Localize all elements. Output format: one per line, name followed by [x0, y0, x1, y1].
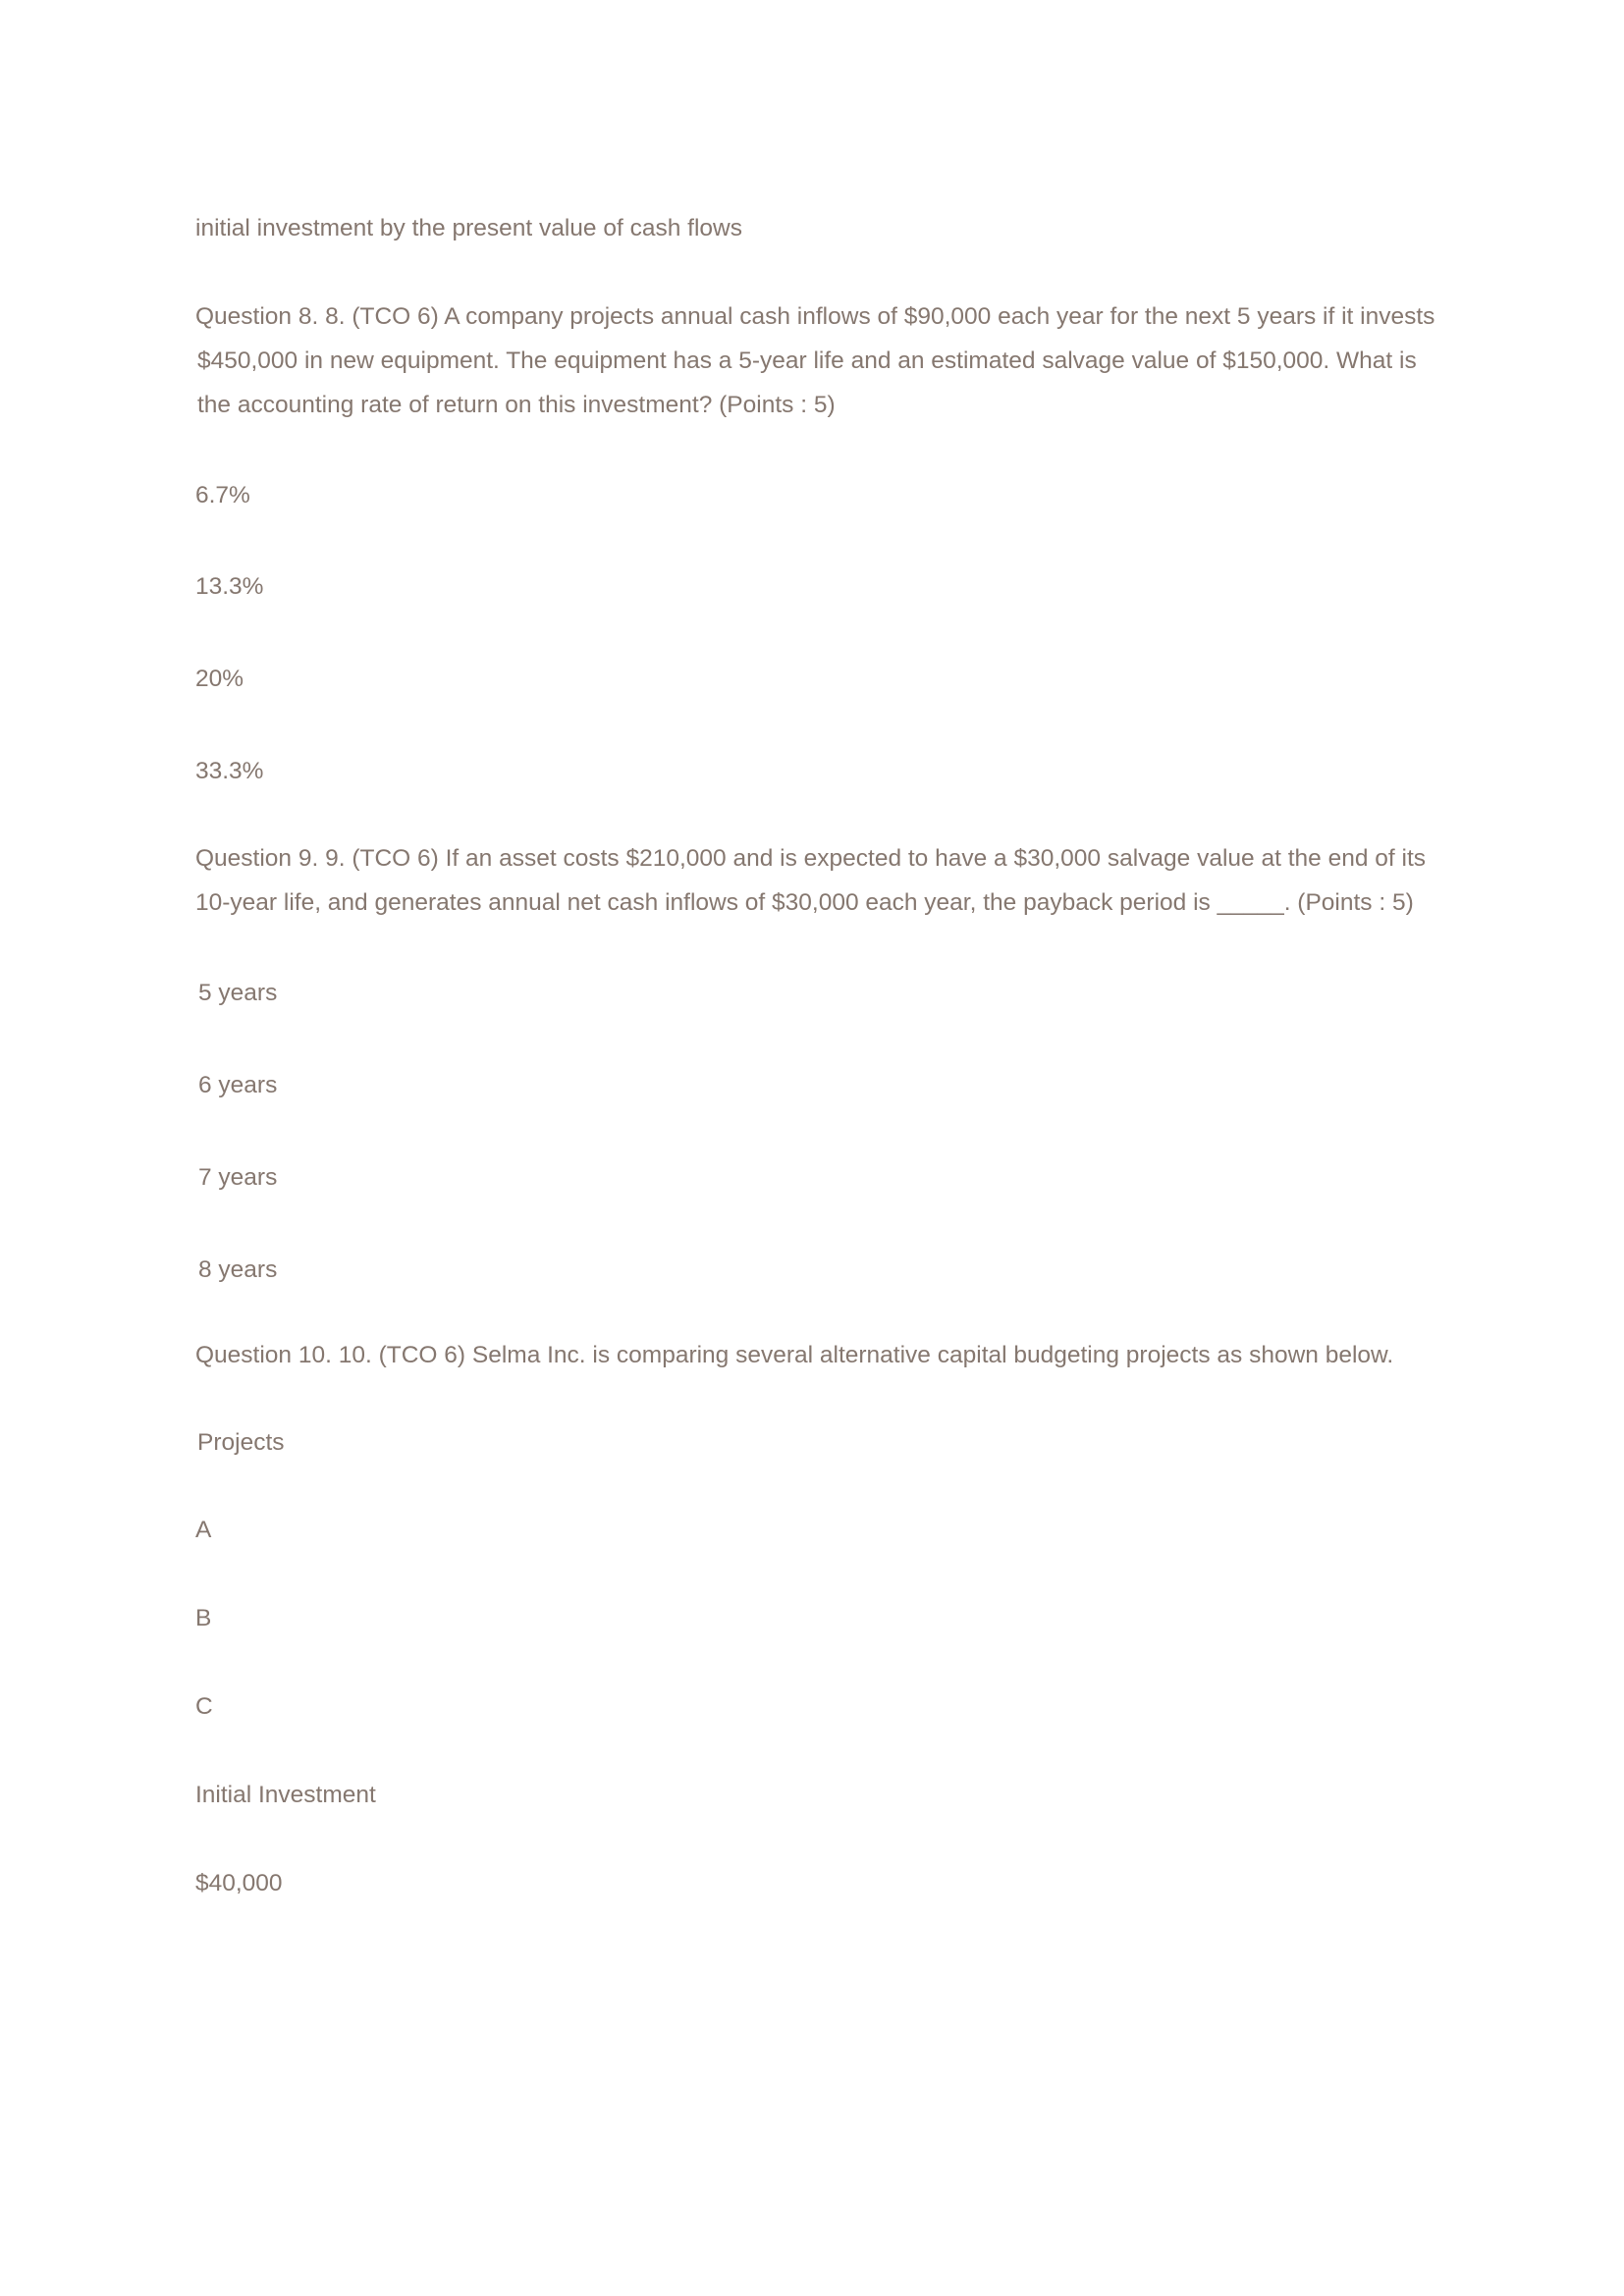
question-8-line-2: $450,000 in new equipment. The equipment has a 5-year life and an estimated salvage value of $150,000. What is	[197, 347, 1417, 374]
question-10-line-1: Question 10. 10. (TCO 6) Selma Inc. is comparing several alternative capital budgeting projects as shown below.	[195, 1342, 1394, 1368]
question-8-option-1: 6.7%	[195, 482, 250, 508]
question-8-line-1: Question 8. 8. (TCO 6) A company projects annual cash inflows of $90,000 each year for the next 5 years if it invests	[195, 303, 1435, 330]
table-project-c: C	[195, 1693, 213, 1720]
question-9-option-4: 8 years	[198, 1256, 278, 1283]
table-project-b: B	[195, 1605, 212, 1631]
table-value-40000: $40,000	[195, 1870, 283, 1896]
table-project-a: A	[195, 1517, 212, 1543]
question-8-option-2: 13.3%	[195, 573, 264, 600]
question-9-option-3: 7 years	[198, 1164, 278, 1191]
question-9-option-1: 5 years	[198, 980, 278, 1006]
question-8-option-4: 33.3%	[195, 758, 264, 784]
question-9-line-1: Question 9. 9. (TCO 6) If an asset costs $210,000 and is expected to have a $30,000 salvage value at the end of its	[195, 845, 1427, 872]
table-header-projects: Projects	[197, 1429, 285, 1456]
question-9-line-2: 10-year life, and generates annual net cash inflows of $30,000 each year, the payback period is _____. (Points : 5)	[195, 889, 1414, 916]
question-8-line-3: the accounting rate of return on this investment? (Points : 5)	[197, 392, 836, 418]
question-8-option-3: 20%	[195, 666, 244, 692]
question-9-option-2: 6 years	[198, 1072, 278, 1098]
continuation-text: initial investment by the present value of cash flows	[195, 215, 742, 241]
table-row-initial-investment: Initial Investment	[195, 1782, 376, 1808]
